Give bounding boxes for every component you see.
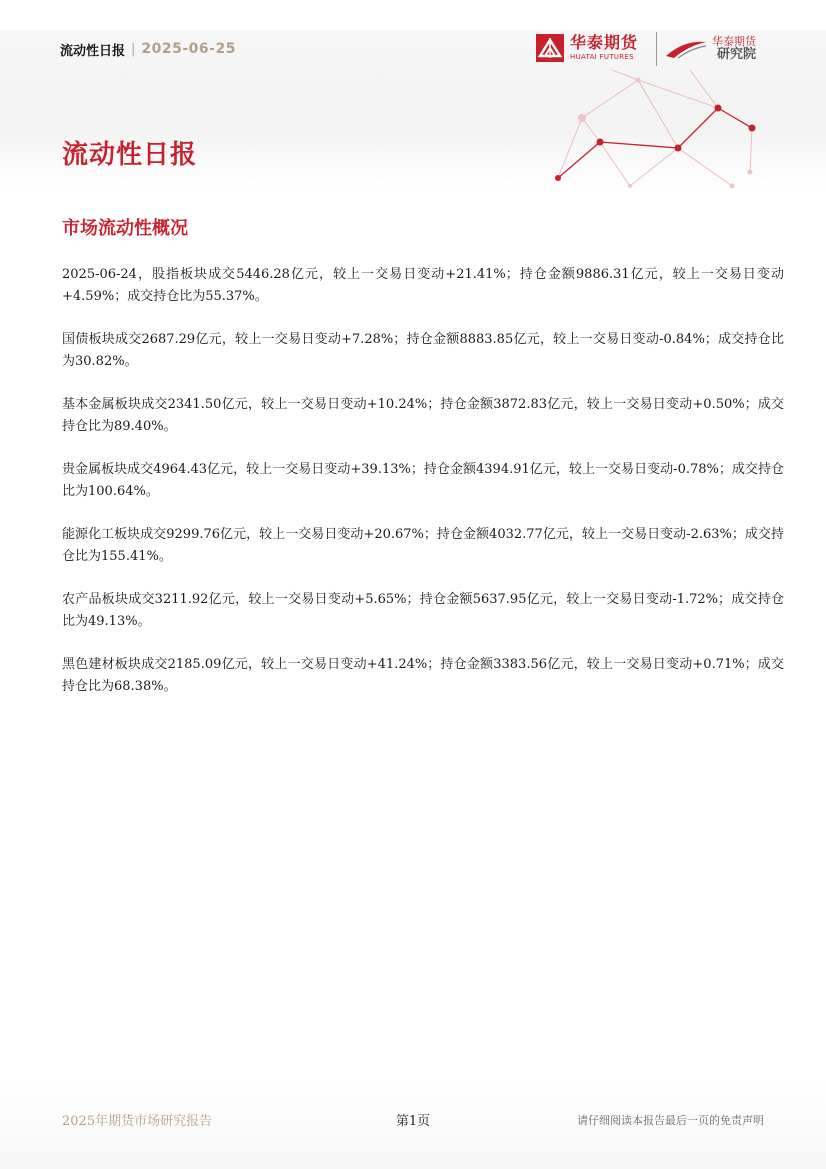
paragraph-base-metals: 基本金属板块成交2341.50亿元，较上一交易日变动+10.24%；持仓金额3872.83亿元，较上一交易日变动+0.50%；成交持仓比为89.40%。	[62, 397, 784, 434]
report-date: 2025-06-25	[141, 41, 236, 57]
paragraph-precious-metals: 贵金属板块成交4964.43亿元，较上一交易日变动+39.13%；持仓金额4394.91亿元，较上一交易日变动-0.78%；成交持仓比为100.64%。	[62, 462, 784, 499]
paragraph-agriculture: 农产品板块成交3211.92亿元，较上一交易日变动+5.65%；持仓金额5637.95亿元，较上一交易日变动-1.72%；成交持仓比为49.13%。	[62, 592, 784, 629]
logo-cn-text: 华泰期货	[570, 33, 639, 52]
paragraph-ferrous-building: 黑色建材板块成交2185.09亿元，较上一交易日变动+41.24%；持仓金额3383.56亿元，较上一交易日变动+0.71%；成交持仓比为68.38%。	[62, 657, 784, 694]
page-number: 第1页	[395, 1114, 431, 1129]
section-title: 市场流动性概况	[62, 218, 188, 239]
swoosh-icon	[664, 38, 708, 60]
footer-report-series: 2025年期货市场研究报告	[62, 1114, 213, 1129]
institute-line1: 华泰期货	[712, 34, 756, 48]
paragraph-energy-chemicals: 能源化工板块成交9299.76亿元，较上一交易日变动+20.67%；持仓金额4032.77亿元，较上一交易日变动-2.63%；成交持仓比为155.41%。	[62, 527, 784, 564]
paragraph-treasury: 国债板块成交2687.29亿元，较上一交易日变动+7.28%；持仓金额8883.85亿元，较上一交易日变动-0.84%；成交持仓比为30.82%。	[62, 332, 784, 369]
huatai-logo-icon	[536, 34, 564, 62]
disclaimer-notice: 请仔细阅读本报告最后一页的免责声明	[577, 1114, 764, 1127]
logo-en-text: HUATAI FUTURES	[570, 53, 634, 61]
paragraph-stock-index: 2025-06-24，股指板块成交5446.28亿元，较上一交易日变动+21.41%；持仓金额9886.31亿元，较上一交易日变动+4.59%；成交持仓比为55.37%。	[62, 267, 784, 304]
logo-divider	[656, 32, 657, 66]
running-header-title: 流动性日报	[60, 43, 126, 59]
page-title: 流动性日报	[62, 140, 198, 170]
running-header	[60, 38, 236, 60]
market-liquidity-content	[62, 264, 784, 719]
huatai-futures-logo	[536, 30, 638, 66]
institute-line2: 研究院	[716, 46, 756, 62]
research-institute-logo	[664, 32, 756, 66]
network-decoration	[520, 68, 776, 192]
running-header-separator: |	[131, 41, 136, 57]
